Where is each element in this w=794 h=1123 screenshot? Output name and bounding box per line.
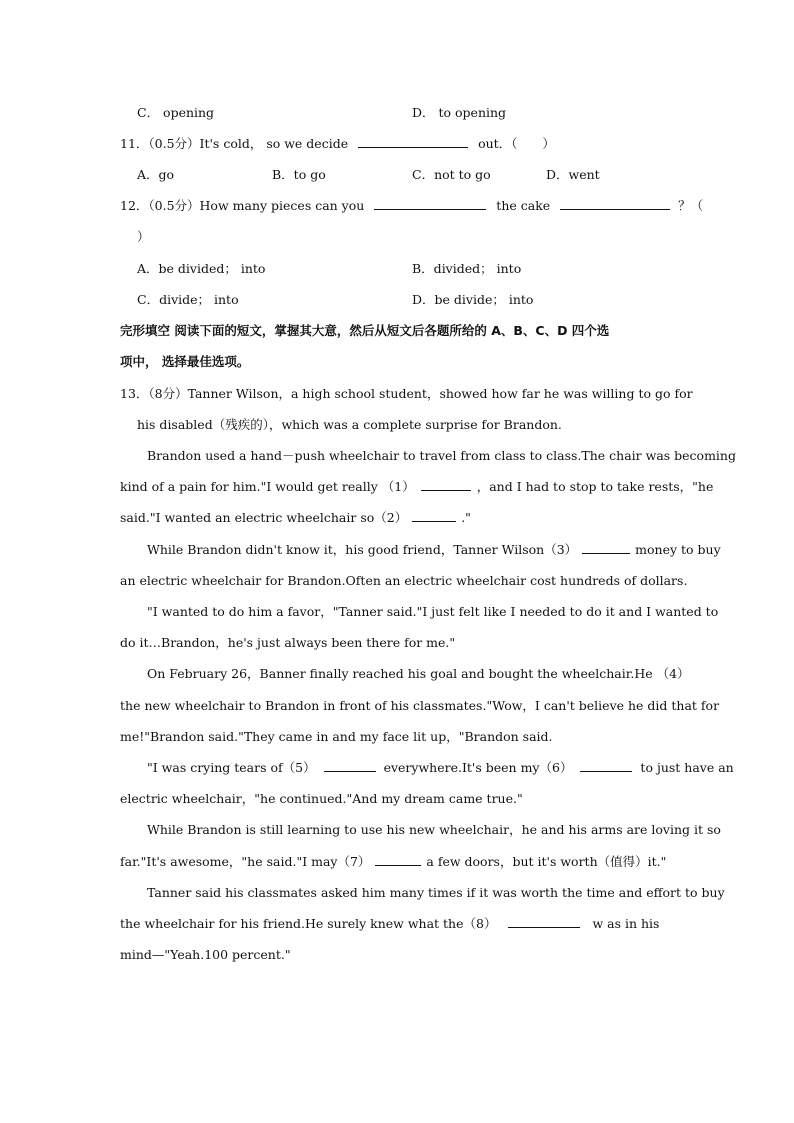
blank-3 [582, 541, 630, 554]
q11-stem-start: 11．（0.5分）It's cold， so we decide [120, 136, 349, 151]
passage-p1-line-2 [120, 478, 713, 496]
section-instructions-line-2: 项中， 选择最佳选项。 [120, 354, 250, 369]
q12-stem-close: ） [137, 229, 150, 244]
passage-p1-line-1: Brandon used a hand－push wheelchair to travel from class to class.The chair was becoming [147, 448, 736, 463]
q12-stem [120, 197, 703, 215]
passage-text: to just have an [640, 760, 734, 775]
passage-p5-line-1 [147, 759, 734, 777]
q13-intro-line-2: his disabled（残疾的），which was a complete surprise for Brandon. [137, 417, 562, 432]
passage-p4-line-2: the new wheelchair to Brandon in front of his classmates."Wow，I can't believe he did that for [120, 698, 720, 713]
blank-8 [508, 915, 580, 928]
q10-option-c: C． opening [137, 105, 215, 120]
passage-p5-line-2: electric wheelchair，"he continued."And my dream came true." [120, 791, 523, 806]
q12-option-c: C．divide； into [137, 292, 239, 307]
passage-p3-line-2: do it…Brandon，he's just always been there for me." [120, 635, 456, 650]
passage-p7-line-1: Tanner said his classmates asked him many times if it was worth the time and effort to buy [147, 885, 725, 900]
q11-blank [358, 135, 468, 148]
passage-text: ，and I had to stop to take rests，"he [476, 479, 714, 494]
q12-option-b: B．divided； into [412, 261, 522, 276]
q11-stem [120, 135, 555, 153]
passage-text: the wheelchair for his friend.He surely knew what the（8） [120, 916, 497, 931]
blank-5 [324, 759, 376, 772]
q12-option-a: A．be divided； into [137, 261, 266, 276]
passage-p4-line-1: On February 26，Banner finally reached his goal and bought the wheelchair.He （4） [147, 666, 690, 681]
blank-6 [580, 759, 632, 772]
q10-option-d: D． to opening [412, 105, 507, 120]
q12-blank-1 [374, 197, 486, 210]
q11-option-d: D．went [546, 167, 600, 182]
passage-text: far."It's awesome，"he said."I may（7） [120, 854, 371, 869]
q11-stem-end: out．（ ） [478, 136, 555, 151]
q12-blank-2 [560, 197, 670, 210]
passage-text: everywhere.It's been my（6） [383, 760, 573, 775]
q11-option-c: C．not to go [412, 167, 491, 182]
passage-p4-line-3: me!"Brandon said."They came in and my face lit up，"Brandon said. [120, 729, 553, 744]
passage-text: said."I wanted an electric wheelchair so（2） [120, 510, 408, 525]
passage-p7-line-3: mind—"Yeah.100 percent." [120, 947, 291, 962]
passage-text: ." [461, 510, 471, 525]
q11-option-b: B．to go [272, 167, 326, 182]
passage-p7-line-2 [120, 915, 659, 933]
q12-stem-start: 12．（0.5分）How many pieces can you [120, 198, 365, 213]
passage-text: w as in his [592, 916, 660, 931]
passage-p2-line-1 [147, 541, 721, 559]
passage-text: money to buy [635, 542, 721, 557]
q12-option-d: D．be divide； into [412, 292, 534, 307]
passage-p3-line-1: "I wanted to do him a favor，"Tanner said."I just felt like I needed to do it and I wanted to [147, 604, 719, 619]
passage-text: kind of a pain for him."I would get really （1） [120, 479, 415, 494]
q12-stem-mid: the cake [496, 198, 551, 213]
passage-p2-line-2: an electric wheelchair for Brandon.Often an electric wheelchair cost hundreds of dollars. [120, 573, 688, 588]
passage-text: "I was crying tears of（5） [147, 760, 316, 775]
passage-text: While Brandon didn't know it，his good friend，Tanner Wilson（3） [147, 542, 578, 557]
blank-1 [421, 478, 471, 491]
passage-p6-line-2 [120, 853, 666, 871]
passage-text: a few doors，but it's worth（值得）it." [426, 854, 667, 869]
q13-intro-line-1: 13．（8分）Tanner Wilson，a high school student，showed how far he was willing to go for [120, 386, 693, 401]
passage-p1-line-3 [120, 509, 471, 527]
blank-2 [412, 509, 456, 522]
q11-option-a: A．go [137, 167, 175, 182]
q12-stem-end: ？（ [678, 198, 704, 213]
blank-7 [375, 853, 421, 866]
passage-p6-line-1: While Brandon is still learning to use his new wheelchair，he and his arms are loving it so [147, 822, 721, 837]
section-instructions-line-1: 完形填空 阅读下面的短文，掌握其大意，然后从短文后各题所给的 A、B、C、D 四个选 [120, 323, 610, 338]
